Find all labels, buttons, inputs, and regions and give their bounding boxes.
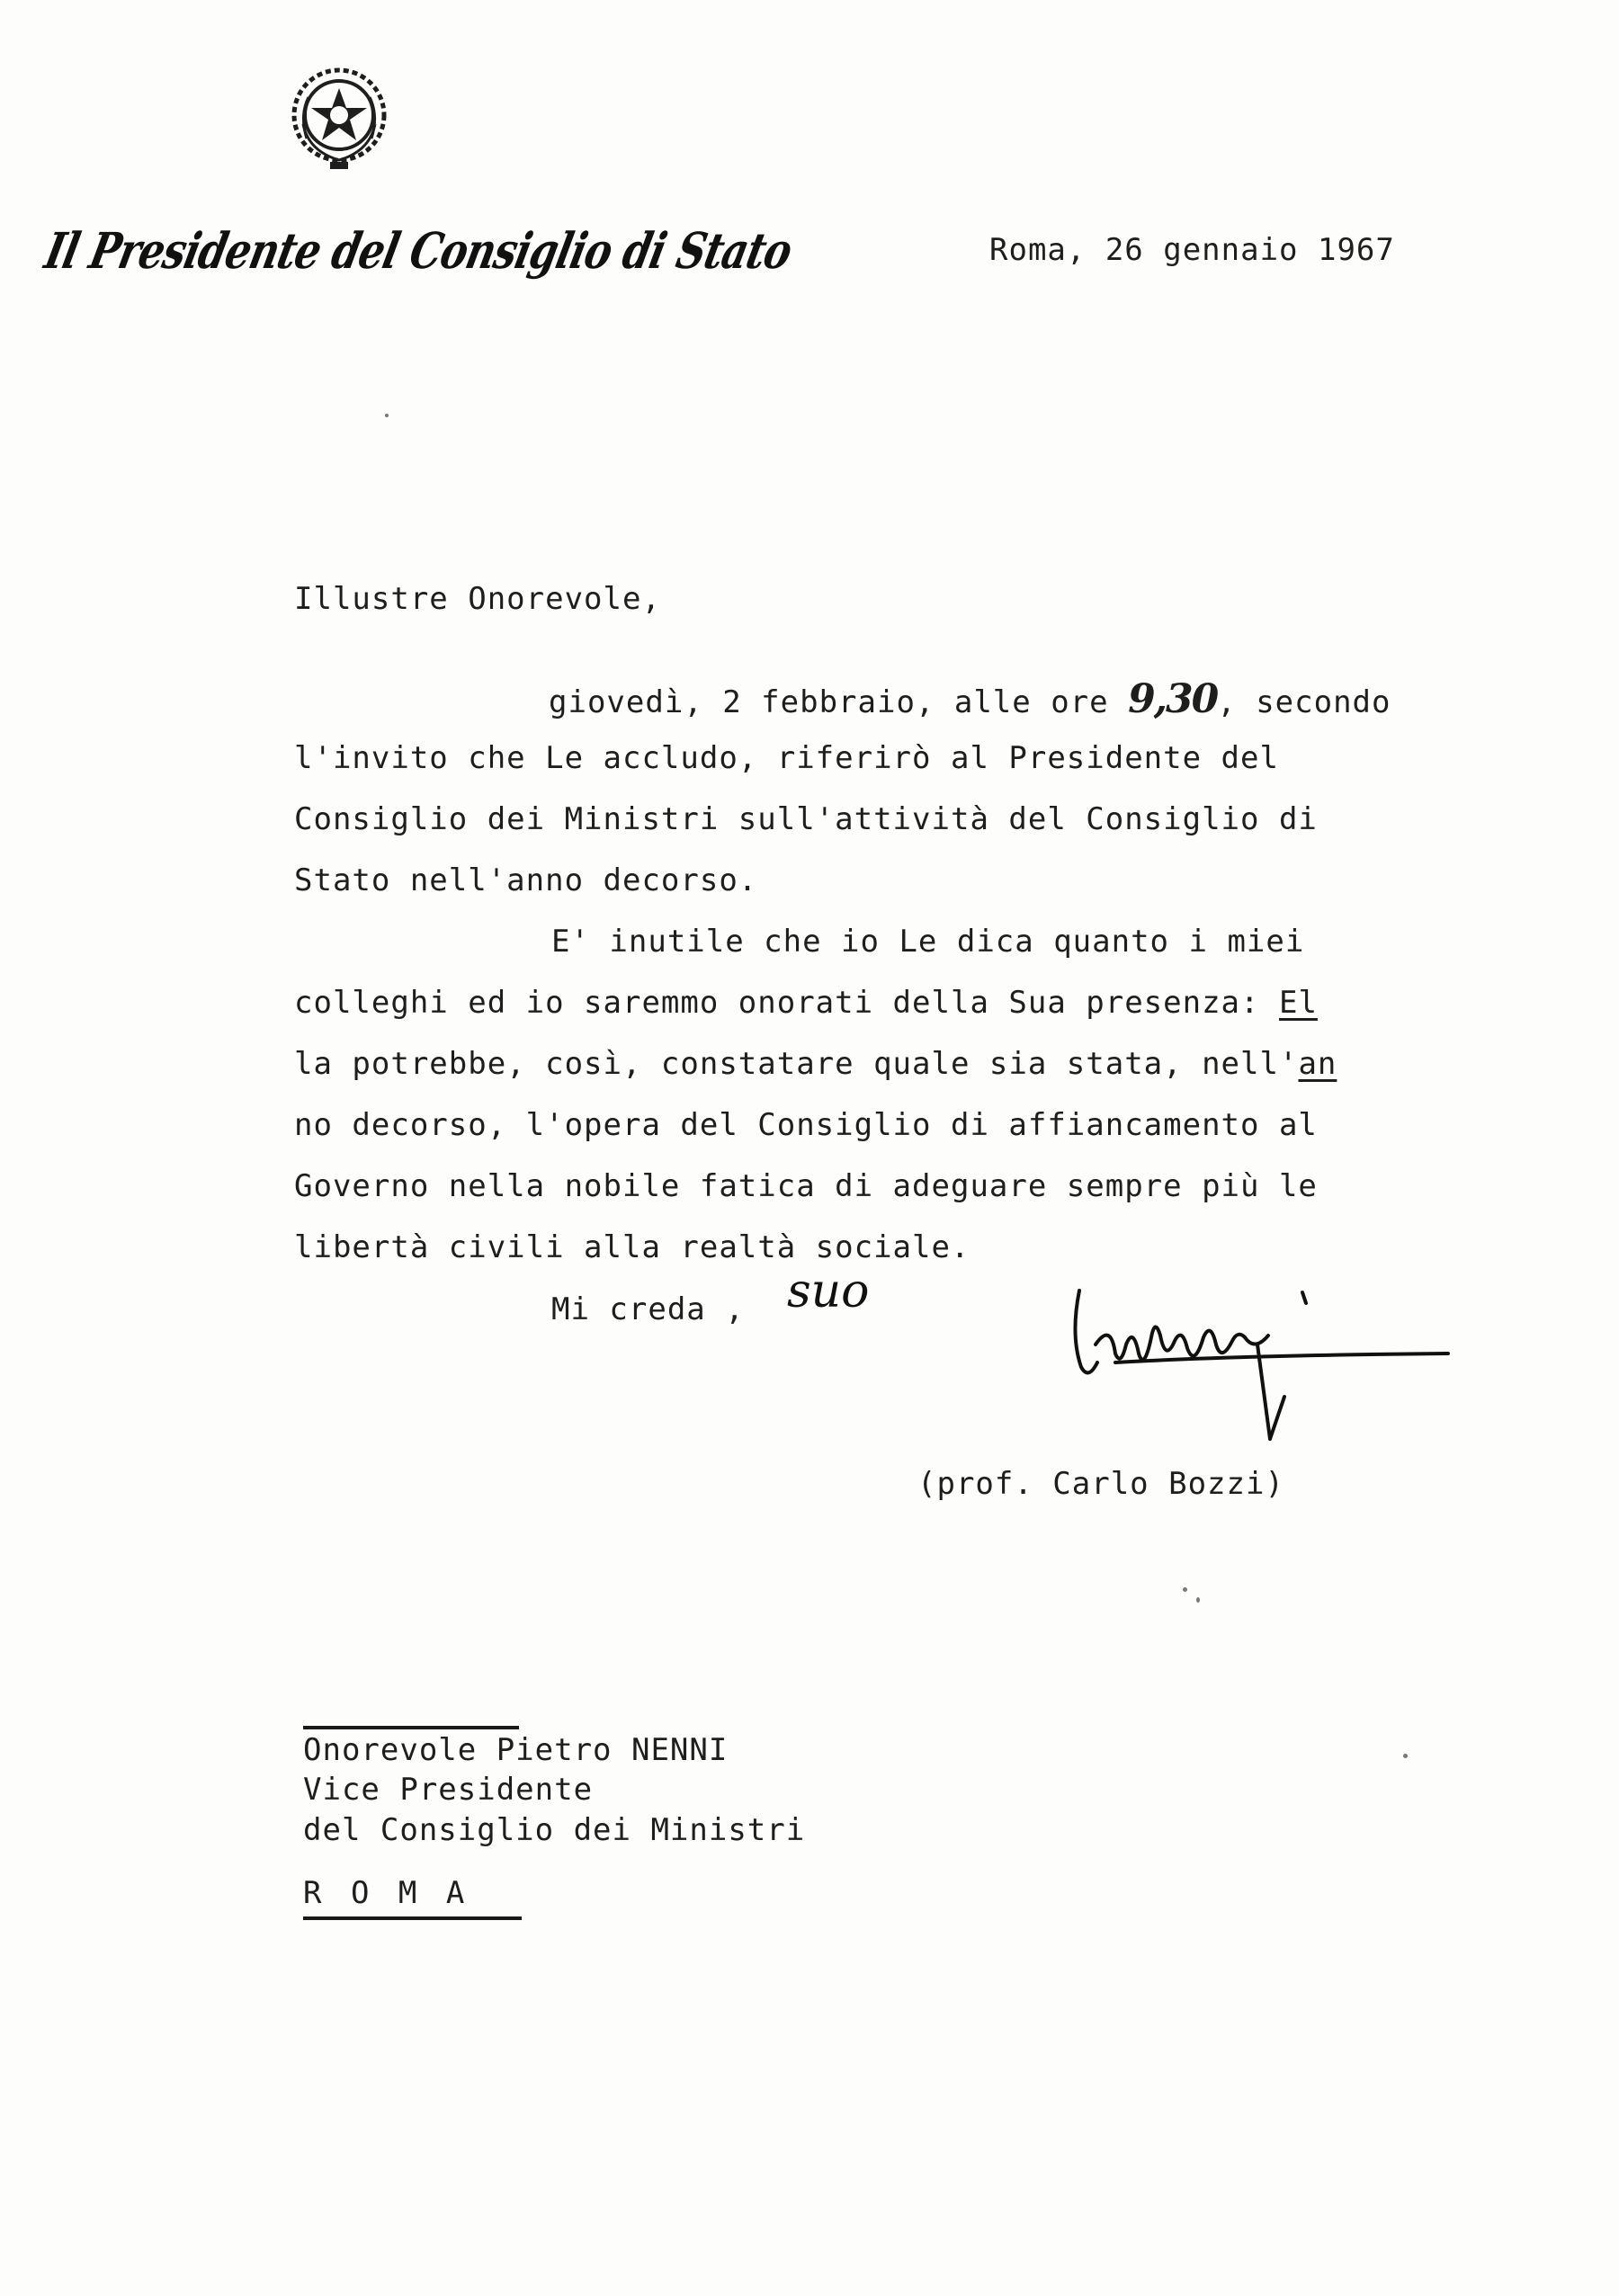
addressee-line: del Consiglio dei Ministri bbox=[303, 1812, 806, 1848]
handwritten-time: 9,30 bbox=[1128, 676, 1218, 722]
italian-republic-emblem-icon bbox=[282, 61, 397, 176]
underlined-syllable: an bbox=[1298, 1046, 1337, 1082]
addressee-line: Onorevole Pietro NENNI bbox=[303, 1732, 729, 1768]
closing-text: Mi creda , bbox=[551, 1291, 745, 1327]
body-text: la potrebbe, così, constatare quale sia stata, nell' bbox=[294, 1046, 1299, 1082]
addressee-city: R O M A bbox=[303, 1875, 470, 1911]
body-text: colleghi ed io saremmo onorati della Sua presenza: bbox=[294, 985, 1279, 1021]
body-text: , secondo bbox=[1217, 684, 1391, 720]
paper-speck bbox=[385, 414, 389, 417]
paper-speck bbox=[1196, 1597, 1200, 1603]
body-line: Stato nell'anno decorso. bbox=[294, 862, 758, 898]
letter-date: Roma, 26 gennaio 1967 bbox=[989, 232, 1395, 268]
paper-speck bbox=[1183, 1587, 1187, 1592]
body-text: giovedì, 2 febbraio, alle ore bbox=[549, 684, 1129, 720]
addressee-line: Vice Presidente bbox=[303, 1772, 594, 1808]
handwritten-signature bbox=[1061, 1282, 1457, 1484]
body-line: Consiglio dei Ministri sull'attività del Consiglio di bbox=[294, 801, 1318, 837]
paper-speck bbox=[1403, 1754, 1408, 1758]
body-line bbox=[294, 985, 1318, 1021]
city-underline bbox=[303, 1916, 522, 1920]
body-line: no decorso, l'opera del Consiglio di affiancamento al bbox=[294, 1107, 1318, 1143]
addressee-rule bbox=[303, 1726, 519, 1729]
body-line: E' inutile che io Le dica quanto i miei bbox=[551, 924, 1305, 960]
body-line: Governo nella nobile fatica di adeguare sempre più le bbox=[294, 1168, 1318, 1204]
body-line: l'invito che Le accludo, riferirò al Presidente del bbox=[294, 740, 1279, 776]
body-line: libertà civili alla realtà sociale. bbox=[294, 1229, 971, 1265]
letterhead-title: Il Presidente del Consiglio di Stato bbox=[40, 223, 797, 281]
closing-handwritten: suo bbox=[787, 1264, 870, 1318]
signer-name: (prof. Carlo Bozzi) bbox=[917, 1466, 1284, 1502]
body-line bbox=[549, 676, 1391, 722]
body-line bbox=[294, 1046, 1337, 1082]
underlined-syllable: El bbox=[1278, 985, 1318, 1021]
salutation: Illustre Onorevole, bbox=[294, 581, 661, 617]
